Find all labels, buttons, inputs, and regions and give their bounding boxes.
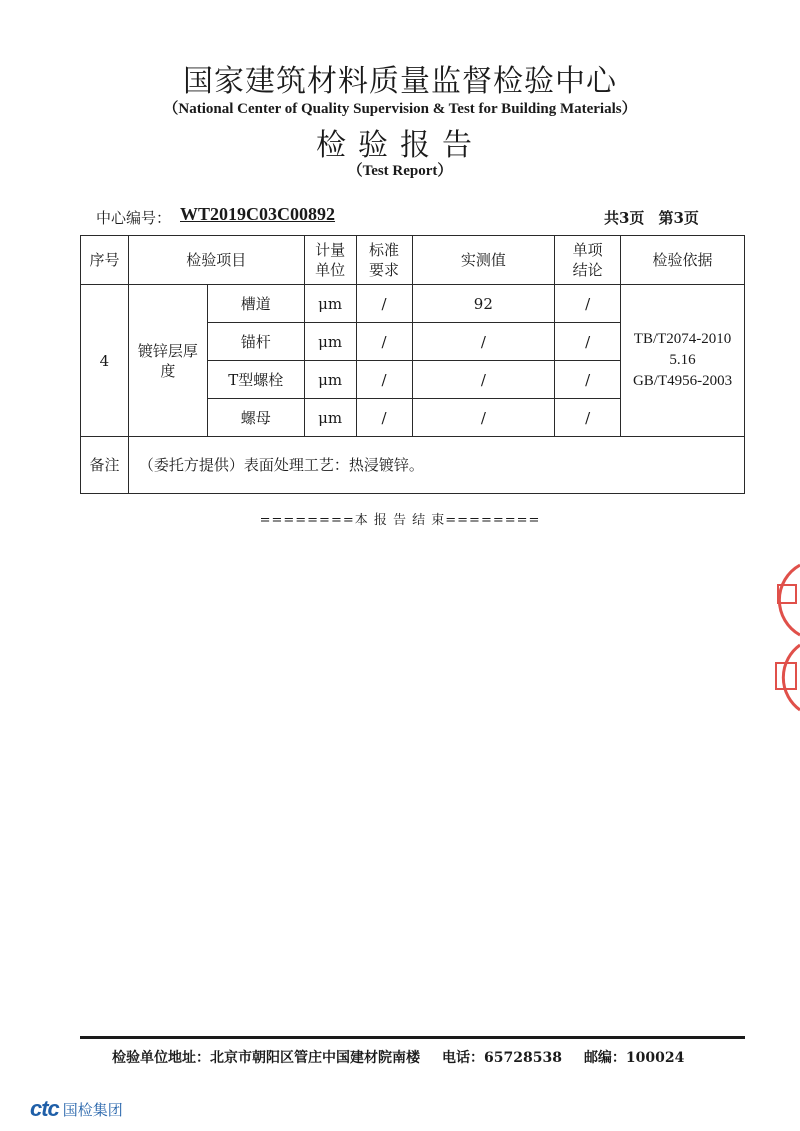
sub-item-cell: T型螺栓 [207, 361, 304, 399]
measured-cell: / [412, 361, 555, 399]
basis-cell [621, 285, 745, 437]
conclusion-cell: / [555, 323, 621, 361]
conclusion-cell: / [555, 285, 621, 323]
sub-item-cell: 螺母 [207, 399, 304, 437]
requirement-cell: / [356, 285, 412, 323]
measured-cell: / [412, 323, 555, 361]
logo-text: 国检集团 [62, 1100, 123, 1119]
header-conclusion: 单项结论 [555, 236, 621, 285]
remarks-text: （委托方提供）表面处理工艺：热浸镀锌。 [128, 437, 744, 494]
conclusion-cell: / [555, 399, 621, 437]
report-end-line: ========本 报 告 结 束======== [259, 513, 541, 528]
measured-cell: / [412, 399, 555, 437]
page-info [604, 207, 699, 228]
report-title: 检验报告 [316, 128, 484, 163]
organization-title-english: （National Center of Quality Supervision & Test for Building Materials） [163, 101, 637, 117]
footer-address: 检验单位地址：北京市朝阳区管庄中国建材院南楼 [112, 1050, 420, 1066]
footer-postcode: 邮编：100024 [583, 1050, 685, 1066]
unit-cell: μm [304, 399, 356, 437]
company-logo [30, 1096, 123, 1122]
requirement-cell: / [356, 323, 412, 361]
official-seal-stamp [752, 545, 800, 725]
sub-item-cell: 锚杆 [207, 323, 304, 361]
item-cell: 镀锌层厚度 [128, 285, 207, 437]
unit-cell: μm [304, 361, 356, 399]
unit-cell: μm [304, 323, 356, 361]
footer-phone: 电话：65728538 [442, 1050, 562, 1066]
requirement-cell: / [356, 399, 412, 437]
basis-line: 5.16 [669, 352, 696, 368]
header-requirement: 标准要求 [356, 236, 412, 285]
header-item: 检验项目 [128, 236, 304, 285]
report-title-english: （Test Report） [347, 163, 453, 179]
footer-divider [80, 1036, 745, 1039]
header-measured: 实测值 [412, 236, 555, 285]
sub-item-cell: 槽道 [207, 285, 304, 323]
header-seq: 序号 [81, 236, 129, 285]
requirement-cell: / [356, 361, 412, 399]
center-number-label: 中心编号： [96, 209, 172, 227]
header-basis: 检验依据 [621, 236, 745, 285]
organization-title: 国家建筑材料质量监督检验中心 [183, 64, 617, 99]
conclusion-cell: / [555, 361, 621, 399]
table-row [81, 285, 745, 323]
total-pages: 共3页 [604, 209, 645, 227]
report-table [80, 235, 745, 494]
seq-cell: 4 [81, 285, 129, 437]
basis-line: TB/T2074-2010 [633, 331, 732, 347]
center-number-value: WT2019C03C00892 [180, 204, 336, 224]
remarks-label: 备注 [81, 437, 129, 494]
table-header-row [81, 236, 745, 285]
basis-line: GB/T4956-2003 [632, 373, 733, 389]
measured-cell: 92 [412, 285, 555, 323]
footer [112, 1047, 706, 1067]
ctc-logo-mark: ctc [30, 1096, 59, 1121]
remarks-row [81, 437, 745, 494]
unit-cell: μm [304, 285, 356, 323]
header-unit: 计量单位 [304, 236, 356, 285]
current-page: 第3页 [658, 209, 699, 227]
